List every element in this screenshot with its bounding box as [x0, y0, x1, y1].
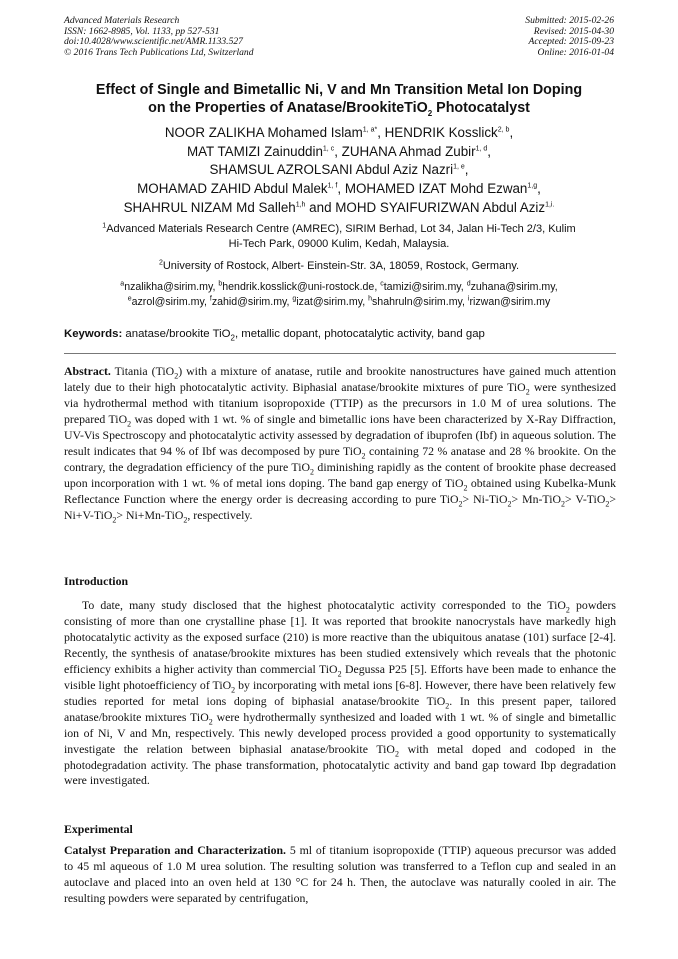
- journal-copyright: © 2016 Trans Tech Publications Ltd, Switzerland: [64, 46, 254, 58]
- subscript: 2: [507, 498, 512, 508]
- intro-text: Degussa P25 [5]. Efforts have been made to enhance the visible light photoefficiency of TiO: [64, 661, 616, 692]
- subscript: 2: [127, 419, 132, 429]
- author-affiliation-mark: 1,g: [527, 182, 538, 190]
- intro-text: To date, many study disclosed that the highest photocatalytic activity corresponded to the TiO: [82, 598, 566, 612]
- title-subscript: 2: [427, 108, 433, 118]
- keywords-text: anatase/brookite TiO: [122, 328, 231, 340]
- email-mark: d: [466, 280, 471, 288]
- author-separator: and: [305, 199, 336, 215]
- affiliation-mark: 2: [158, 259, 163, 267]
- affiliation-mark: 1: [102, 222, 107, 230]
- title-text: on the Properties of Anatase/BrookiteTiO: [148, 100, 428, 116]
- email-separator: ,: [374, 281, 381, 293]
- author-line: [40, 124, 638, 143]
- author-name: MOHAMED IZAT Mohd Ezwan: [344, 181, 528, 197]
- keywords-text: , metallic dopant, photocatalytic activity, band gap: [234, 328, 485, 340]
- subscript: 2: [337, 669, 342, 679]
- subscript: 2: [231, 685, 236, 695]
- author-affiliation-mark: 2, b: [497, 126, 510, 134]
- title-text: Photocatalyst: [432, 100, 530, 116]
- email-separator: ,: [460, 281, 467, 293]
- author-name: SHAHRUL NIZAM Md Salleh: [123, 199, 296, 215]
- experimental-heading: Experimental: [64, 822, 133, 836]
- subsection-label: Catalyst Preparation and Characterization.: [64, 843, 286, 857]
- author-separator: ,: [487, 143, 492, 159]
- email-separator: ,: [462, 295, 468, 308]
- abstract-text: > Ni+V-TiO: [64, 491, 617, 522]
- keywords: [64, 328, 624, 343]
- email-address[interactable]: zuhana@sirim.my,: [470, 281, 558, 293]
- introduction-paragraph: [64, 598, 616, 789]
- abstract-text: obtained using Kubelka-Munk Reflectance Function where the energy order is decreasing according to pure TiO: [64, 475, 616, 506]
- email-separator: ,: [212, 281, 219, 293]
- email-address[interactable]: rizwan@sirim.my: [469, 295, 551, 308]
- author-line: [40, 180, 638, 199]
- author-name: ZUHANA Ahmad Zubir: [341, 143, 476, 159]
- subscript: 2: [310, 467, 315, 477]
- author-name: MOHAMAD ZAHID Abdul Malek: [137, 181, 328, 197]
- accepted-date: Accepted: 2015-09-23: [528, 36, 614, 48]
- affiliation-2: [50, 259, 628, 274]
- abstract-text: were synthesized via hydrothermal method with titanium isopropoxide (TTIP) as the precursors in 1.0 M of urea solutions. The prepared TiO: [64, 379, 616, 426]
- abstract-text: ) with a mixture of anatase, rutile and brookite nanostructures have gained much attention lately due to their high photocatalytic activity. Biphasial anatase/brookite mixtures of pure TiO: [64, 364, 616, 394]
- subscript: 2: [458, 498, 463, 508]
- email-mark: e: [127, 295, 132, 303]
- abstract-text: > Ni+Mn-TiO: [116, 507, 184, 522]
- author-affiliation-mark: 1, f: [327, 182, 338, 190]
- author-affiliation-mark: 1, e: [453, 163, 465, 171]
- intro-text: powders consisting of more than one crystalline phase [1]. It was reported that brookite nanocrystals have markedly high photocatalytic activity as the exposed surface (210) is more reactive than the ubiquitous anatase (101) surface [2-4]. Recently, the synthesis of anatase/brookite mixtures has been studied extensively which reveals that the photonic efficiency exhibits a higher activity than commercial TiO: [64, 598, 616, 676]
- abstract-text: , respectively.: [187, 507, 253, 522]
- author-affiliation-mark: 1, a*: [362, 126, 378, 134]
- email-address[interactable]: izat@sirim.my: [296, 295, 363, 308]
- intro-text: were hydrothermally synthesized and loaded with 1 wt. % of single and bimetallic ion of Ni, V and Mn, respectively. This newly developed process provided a good opportunity to systematically investigate the relation between biphasial anatase/brookite TiO: [64, 709, 616, 756]
- author-name: HENDRIK Kosslick: [384, 125, 498, 140]
- author-name: MOHD SYAIFURIZWAN Abdul Aziz: [335, 199, 546, 215]
- paper-title: [40, 81, 638, 117]
- subscript: 2: [183, 514, 188, 524]
- author-affiliation-mark: 1,h: [295, 201, 306, 209]
- author-separator: ,: [537, 181, 541, 197]
- affiliation-text: University of Rostock, Albert- Einstein-Str. 3A, 18059, Rostock, Germany.: [162, 260, 520, 272]
- email-address[interactable]: azrol@sirim.my: [131, 295, 204, 308]
- subscript: 2: [565, 605, 570, 615]
- email-line: [40, 295, 638, 310]
- email-address[interactable]: shahruln@sirim.my: [372, 295, 463, 308]
- email-mark: a: [120, 280, 125, 288]
- publication-dates: [525, 16, 614, 58]
- author-affiliation-mark: 1, c: [322, 145, 335, 153]
- subscript: 2: [112, 514, 117, 524]
- revised-date: Revised: 2015-04-30: [533, 25, 614, 37]
- author-separator: ,: [337, 181, 345, 197]
- subscript: 2: [361, 451, 366, 461]
- author-line: [40, 161, 638, 180]
- title-line-1: Effect of Single and Bimetallic Ni, V and Mn Transition Metal Ion Doping: [95, 82, 583, 98]
- abstract-text: diminishing rapidly as the content of brookite phase decreased upon incorporation with 1 wt. % of metal ions doping. The band gap energy of TiO: [64, 459, 616, 490]
- intro-text: by incorporating with metal ions [6-8]. However, there have been relatively few studies reported for metal ions doping of biphasial anatase/brookite TiO: [64, 677, 616, 708]
- author-affiliation-mark: 1,i.: [545, 201, 555, 209]
- email-address[interactable]: nzalikha@sirim.my: [124, 281, 213, 293]
- author-separator: ,: [334, 143, 342, 159]
- subscript: 2: [463, 483, 468, 493]
- subscript: 2: [394, 748, 399, 758]
- email-mark: b: [218, 280, 223, 288]
- experimental-text: 5 ml of titanium isopropoxide (TTIP) aqueous precursor was added to 45 ml aqueous of 1.0 M urea solution. The resulting solution was transferred to a Teflon cup and sealed in an autoclave and placed into an oven held at 130 °C for 24 h. Then, the autoclave was naturally cooled in air. The resulting powders were separated by centrifugation,: [64, 843, 617, 905]
- intro-text: . In this present paper, tailored anatase/brookite mixtures TiO: [64, 693, 616, 724]
- journal-name: Advanced Materials Research: [64, 15, 180, 26]
- keywords-subscript: 2: [230, 333, 235, 343]
- author-line: [40, 143, 638, 162]
- subscript: 2: [174, 371, 179, 381]
- subscript: 2: [525, 387, 530, 397]
- author-separator: ,: [464, 162, 469, 178]
- email-address[interactable]: tamizi@sirim.my: [383, 281, 461, 293]
- email-mark: f: [209, 295, 212, 303]
- title-line-2: [40, 99, 638, 117]
- abstract-text: Titania (TiO: [110, 364, 175, 378]
- journal-info: [64, 16, 254, 58]
- affiliation-line: [50, 259, 628, 274]
- author-separator: ,: [509, 125, 514, 140]
- journal-issn: ISSN: 1662-8985, Vol. 1133, pp 527-531: [64, 25, 220, 37]
- email-mark: c: [380, 280, 384, 288]
- author-name: MAT TAMIZI Zainuddin: [186, 143, 323, 159]
- email-separator: ,: [362, 295, 369, 308]
- abstract-text: > V-TiO: [565, 491, 606, 506]
- affiliation-line: Hi-Tech Park, 09000 Kulim, Kedah, Malaysia.: [228, 238, 450, 250]
- online-date: Online: 2016-01-04: [537, 46, 614, 58]
- section-divider: [64, 353, 616, 354]
- email-separator: ,: [286, 295, 293, 308]
- affiliation-line: [50, 222, 628, 237]
- author-separator: ,: [377, 125, 385, 140]
- author-list: [40, 124, 638, 218]
- subscript: 2: [208, 717, 213, 727]
- subscript: 2: [561, 498, 565, 508]
- email-address[interactable]: zahid@sirim.my: [211, 295, 287, 308]
- author-name: NOOR ZALIKHA Mohamed Islam: [164, 125, 363, 140]
- abstract-text: > Mn-TiO: [511, 491, 561, 506]
- email-line: [40, 280, 638, 295]
- abstract-text: was doped with 1 wt. % of single and bimetallic ions have been characterized by X-Ray Diffraction, UV-Vis Spectroscopy and photocatalytic activity assessed by degradation of ibuprofen (Ibf) in aqueous solution. The result indicates that 94 % of Ibf was decomposed by pure TiO: [64, 411, 616, 458]
- email-separator: ,: [203, 295, 210, 308]
- email-list: [40, 280, 638, 309]
- intro-text: with metal doped and codoped in the photodegradation activity. The phase transformation, photocatalytic activity and band gap toward Ibp degradation were investigated.: [64, 741, 616, 788]
- subscript: 2: [605, 498, 610, 508]
- author-affiliation-mark: 1, d: [475, 145, 488, 153]
- keywords-label: Keywords:: [64, 328, 123, 340]
- affiliation-text: Advanced Materials Research Centre (AMREC), SIRIM Berhad, Lot 34, Jalan Hi-Tech 2/3, Kulim: [106, 223, 576, 235]
- introduction-heading: Introduction: [64, 574, 129, 588]
- abstract-label: Abstract.: [64, 364, 111, 378]
- journal-doi: doi:10.4028/www.scientific.net/AMR.1133.527: [64, 36, 243, 48]
- email-mark: i: [467, 295, 470, 303]
- subscript: 2: [445, 701, 450, 711]
- email-mark: g: [292, 295, 297, 303]
- email-mark: h: [368, 295, 372, 303]
- abstract-paragraph: [64, 364, 616, 524]
- author-line: [40, 199, 638, 218]
- submitted-date: Submitted: 2015-02-26: [525, 15, 614, 26]
- affiliation-1: [50, 222, 628, 252]
- experimental-paragraph: [64, 843, 616, 907]
- author-name: SHAMSUL AZROLSANI Abdul Aziz Nazri: [209, 162, 454, 178]
- email-address[interactable]: hendrik.kosslick@uni-rostock.de: [222, 281, 375, 293]
- abstract-text: containing 72 % anatase and 28 % brookite. On the contrary, the degradation efficiency of the pure TiO: [64, 443, 617, 474]
- abstract-text: > Ni-TiO: [462, 491, 508, 506]
